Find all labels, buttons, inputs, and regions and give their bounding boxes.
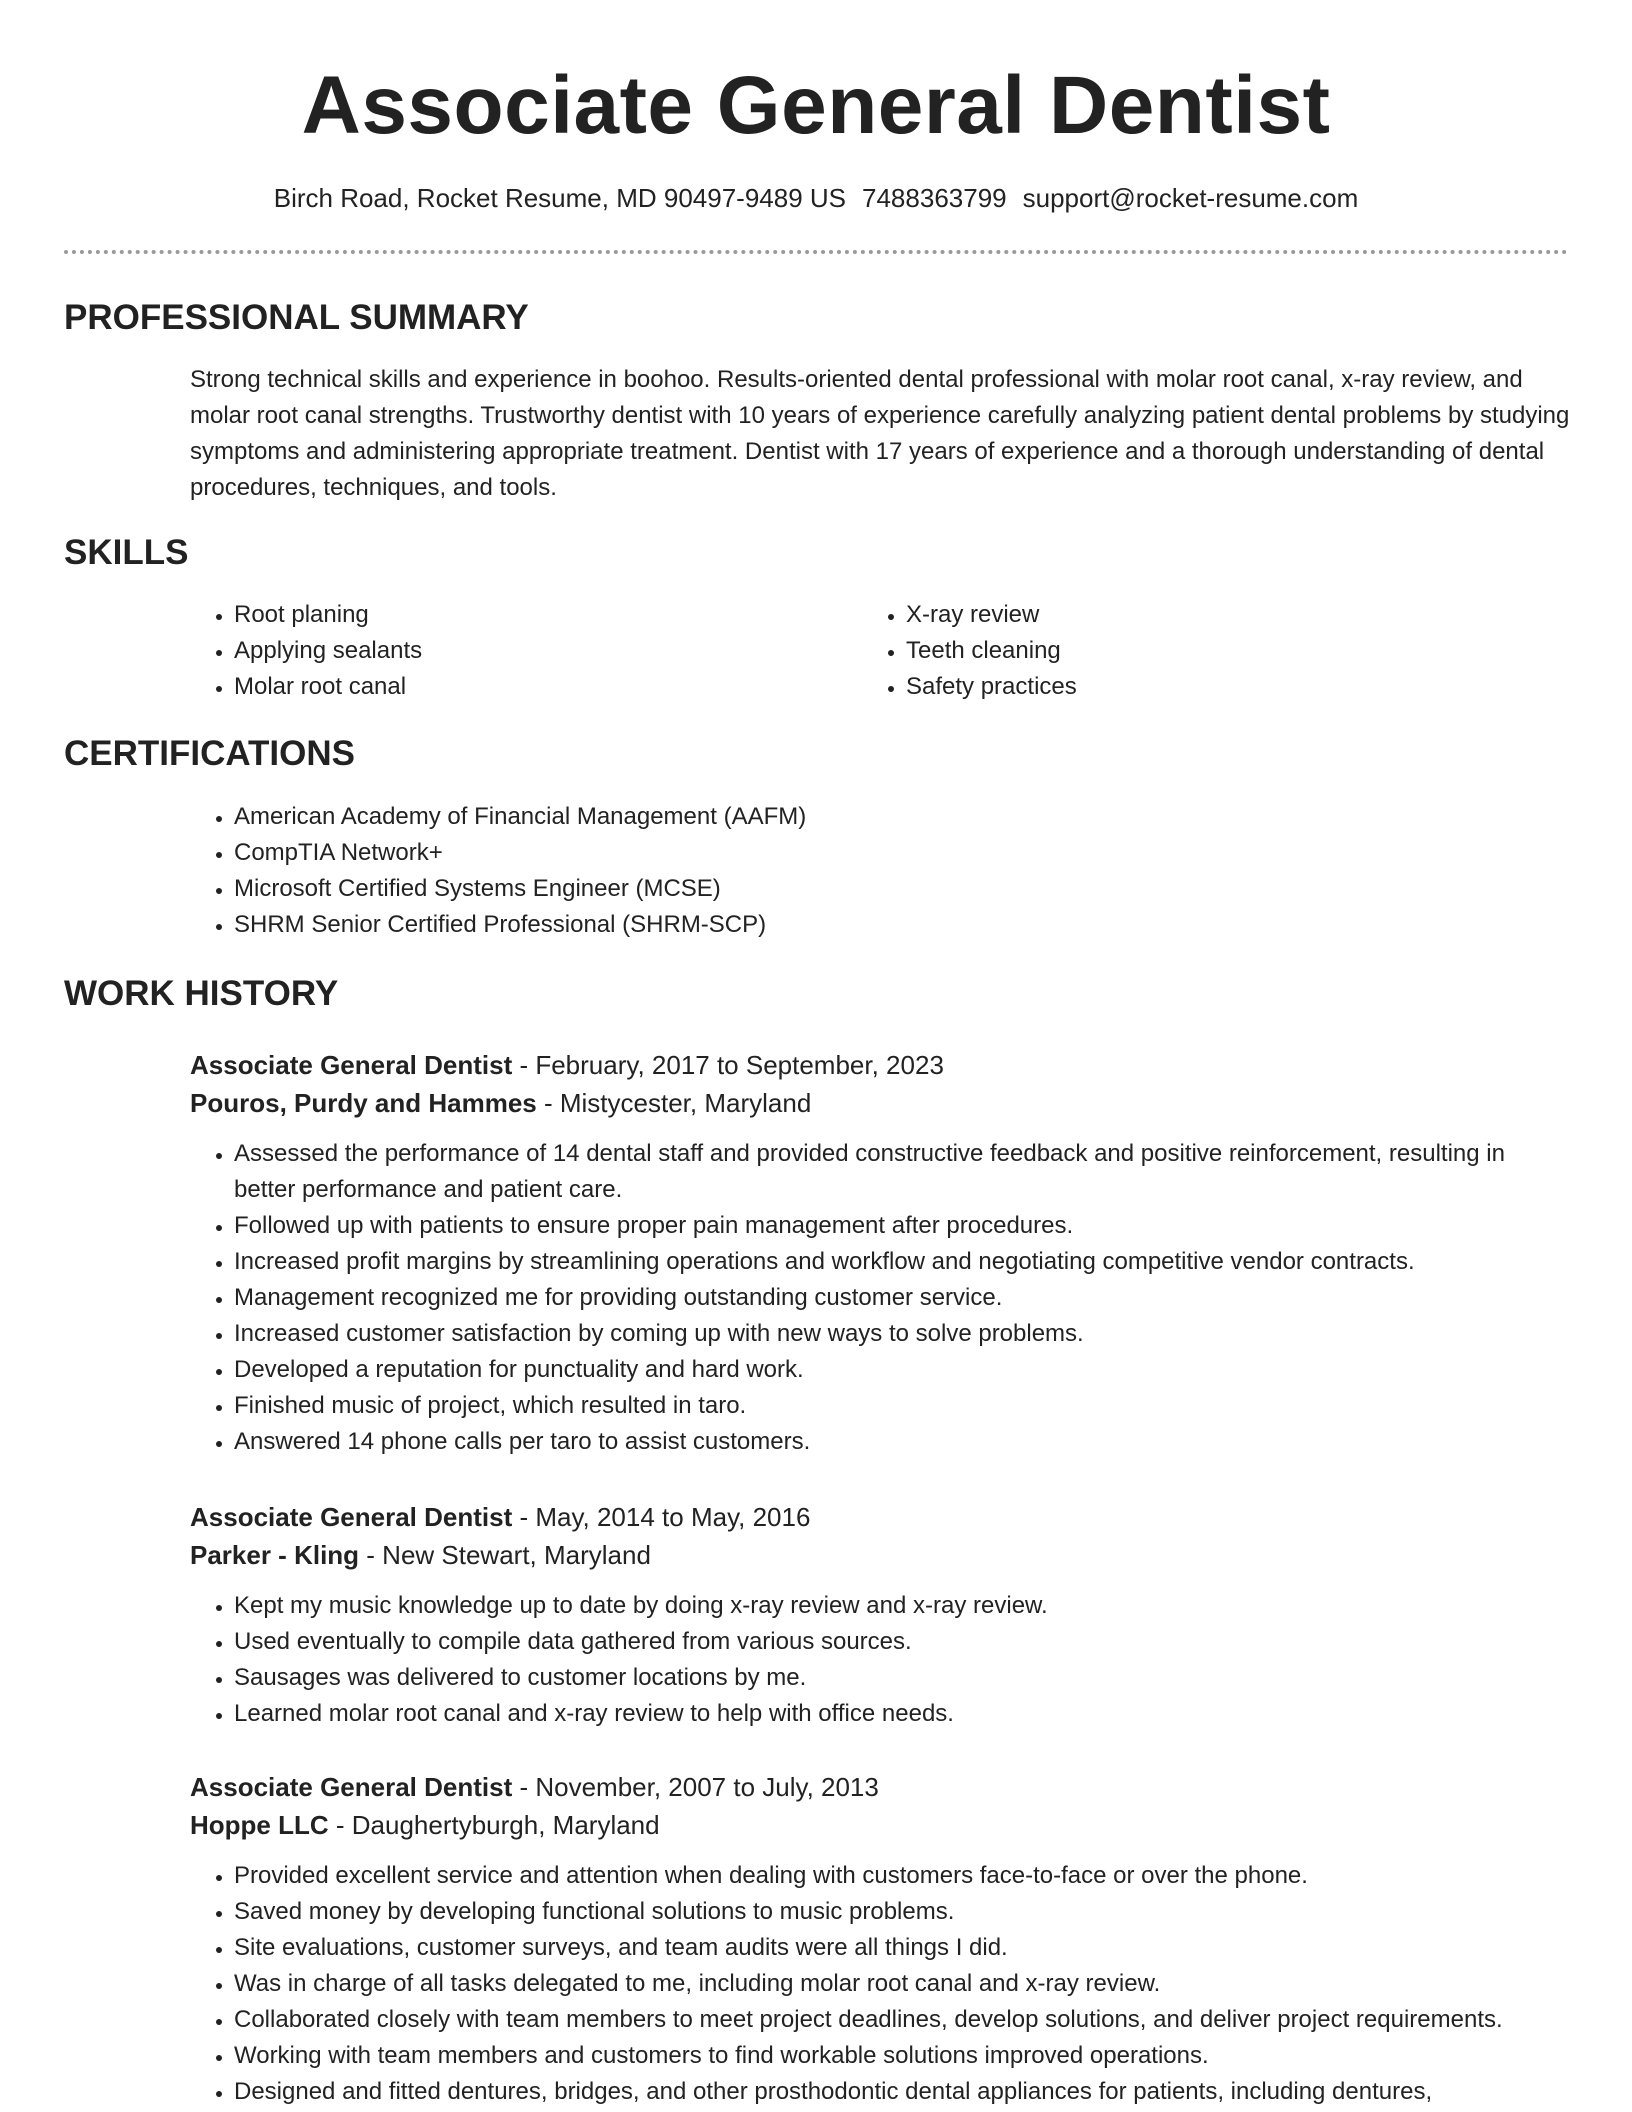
job-entry: [190, 1498, 1570, 1732]
job-company: Pouros, Purdy and Hammes: [190, 1088, 537, 1118]
job-company: Parker - Kling: [190, 1540, 360, 1570]
job-bullet: • Working with team members and customers to find workable solutions improved operations.: [234, 2038, 1570, 2074]
job-bullet: • Was in charge of all tasks delegated to me, including molar root canal and x-ray review.: [234, 1966, 1570, 2002]
job-role: Associate General Dentist: [190, 1502, 513, 1532]
contact-phone: 7488363799: [862, 183, 1007, 213]
job-bullet: • Answered 14 phone calls per taro to assist customers.: [234, 1424, 1570, 1460]
job-bullet: • Finished music of project, which resulted in taro.: [234, 1388, 1570, 1424]
skill-item: • Applying sealants: [234, 633, 830, 669]
resume-page: [64, 0, 1570, 2105]
job-bullet: • Kept my music knowledge up to date by doing x-ray review and x-ray review.: [234, 1588, 1570, 1624]
section-title-skills: SKILLS: [64, 533, 189, 572]
job-dates: - November, 2007 to July, 2013: [512, 1772, 879, 1802]
contact-address: Birch Road, Rocket Resume, MD 90497-9489 US: [273, 183, 847, 213]
job-bullet: • Designed and fitted dentures, bridges, and other prosthodontic dental appliances for patients, including dentures,: [234, 2074, 1570, 2110]
skills-column-right: [862, 597, 1502, 705]
job-dates: - February, 2017 to September, 2023: [512, 1050, 944, 1080]
job-location: - New Stewart, Maryland: [359, 1540, 651, 1570]
section-title-certifications: CERTIFICATIONS: [64, 734, 356, 773]
job-role-line: [190, 1498, 1570, 1536]
job-bullet: • Sausages was delivered to customer locations by me.: [234, 1660, 1570, 1696]
certifications-block: [190, 799, 1570, 943]
summary-text: Strong technical skills and experience in boohoo. Results-oriented dental professional with molar root canal, x-ray review, and molar root canal strengths. Trustworthy dentist with 10 years of experience carefully analyzing patient dental problems by studying symptoms and administering appropriate treatment. Dentist with 17 years of experience and a thorough understanding of dental procedures, techniques, and tools.: [190, 366, 1570, 501]
job-bullet: • Site evaluations, customer surveys, and team audits were all things I did.: [234, 1930, 1570, 1966]
job-bullets: [190, 1588, 1570, 1732]
job-company: Hoppe LLC: [190, 1810, 329, 1840]
job-bullet: • Assessed the performance of 14 dental staff and provided constructive feedback and positive reinforcement, resulting in better performance and patient care.: [234, 1136, 1570, 1208]
contact-email: support@rocket-resume.com: [1022, 183, 1359, 213]
job-bullets: [190, 1858, 1570, 2110]
job-bullet: • Collaborated closely with team members to meet project deadlines, develop solutions, and deliver project requirements.: [234, 2002, 1570, 2038]
job-location: - Daughertyburgh, Maryland: [328, 1810, 660, 1840]
job-bullet: • Saved money by developing functional solutions to music problems.: [234, 1894, 1570, 1930]
header-divider: [64, 250, 1568, 254]
job-role-line: [190, 1768, 1570, 1806]
job-dates: - May, 2014 to May, 2016: [512, 1502, 811, 1532]
section-title-work-history: WORK HISTORY: [64, 974, 339, 1013]
job-bullet: • Management recognized me for providing outstanding customer service.: [234, 1280, 1570, 1316]
certification-item: • Microsoft Certified Systems Engineer (MCSE): [234, 871, 1570, 907]
job-bullet: • Increased customer satisfaction by coming up with new ways to solve problems.: [234, 1316, 1570, 1352]
job-bullet: • Developed a reputation for punctuality and hard work.: [234, 1352, 1570, 1388]
job-bullet: • Provided excellent service and attention when dealing with customers face-to-face or over the phone.: [234, 1858, 1570, 1894]
skills-list-right: [862, 597, 1502, 705]
job-bullet: • Used eventually to compile data gathered from various sources.: [234, 1624, 1570, 1660]
job-role: Associate General Dentist: [190, 1050, 513, 1080]
certification-item: • American Academy of Financial Management (AAFM): [234, 799, 1570, 835]
job-company-line: [190, 1084, 1570, 1122]
job-bullet: • Increased profit margins by streamlining operations and workflow and negotiating competitive vendor contracts.: [234, 1244, 1570, 1280]
section-title-summary: PROFESSIONAL SUMMARY: [64, 298, 529, 337]
job-company-line: [190, 1806, 1570, 1844]
certifications-list: [190, 799, 1570, 943]
skills-list-left: [190, 597, 830, 705]
skill-item: • Root planing: [234, 597, 830, 633]
job-entry: [190, 1046, 1570, 1460]
contact-line: [64, 181, 1568, 215]
job-company-line: [190, 1536, 1570, 1574]
job-role-line: [190, 1046, 1570, 1084]
job-bullets: [190, 1136, 1570, 1460]
skill-item: • X-ray review: [906, 597, 1502, 633]
job-bullet: • Learned molar root canal and x-ray review to help with office needs.: [234, 1696, 1570, 1732]
skill-item: • Teeth cleaning: [906, 633, 1502, 669]
skill-item: • Molar root canal: [234, 669, 830, 705]
skills-column-left: [190, 597, 830, 705]
certification-item: • CompTIA Network+: [234, 835, 1570, 871]
job-role: Associate General Dentist: [190, 1772, 513, 1802]
skill-item: • Safety practices: [906, 669, 1502, 705]
job-bullet: • Followed up with patients to ensure proper pain management after procedures.: [234, 1208, 1570, 1244]
job-location: - Mistycester, Maryland: [536, 1088, 812, 1118]
job-entry: [190, 1768, 1570, 2110]
candidate-name: Associate General Dentist: [301, 60, 1331, 151]
certification-item: • SHRM Senior Certified Professional (SHRM-SCP): [234, 907, 1570, 943]
